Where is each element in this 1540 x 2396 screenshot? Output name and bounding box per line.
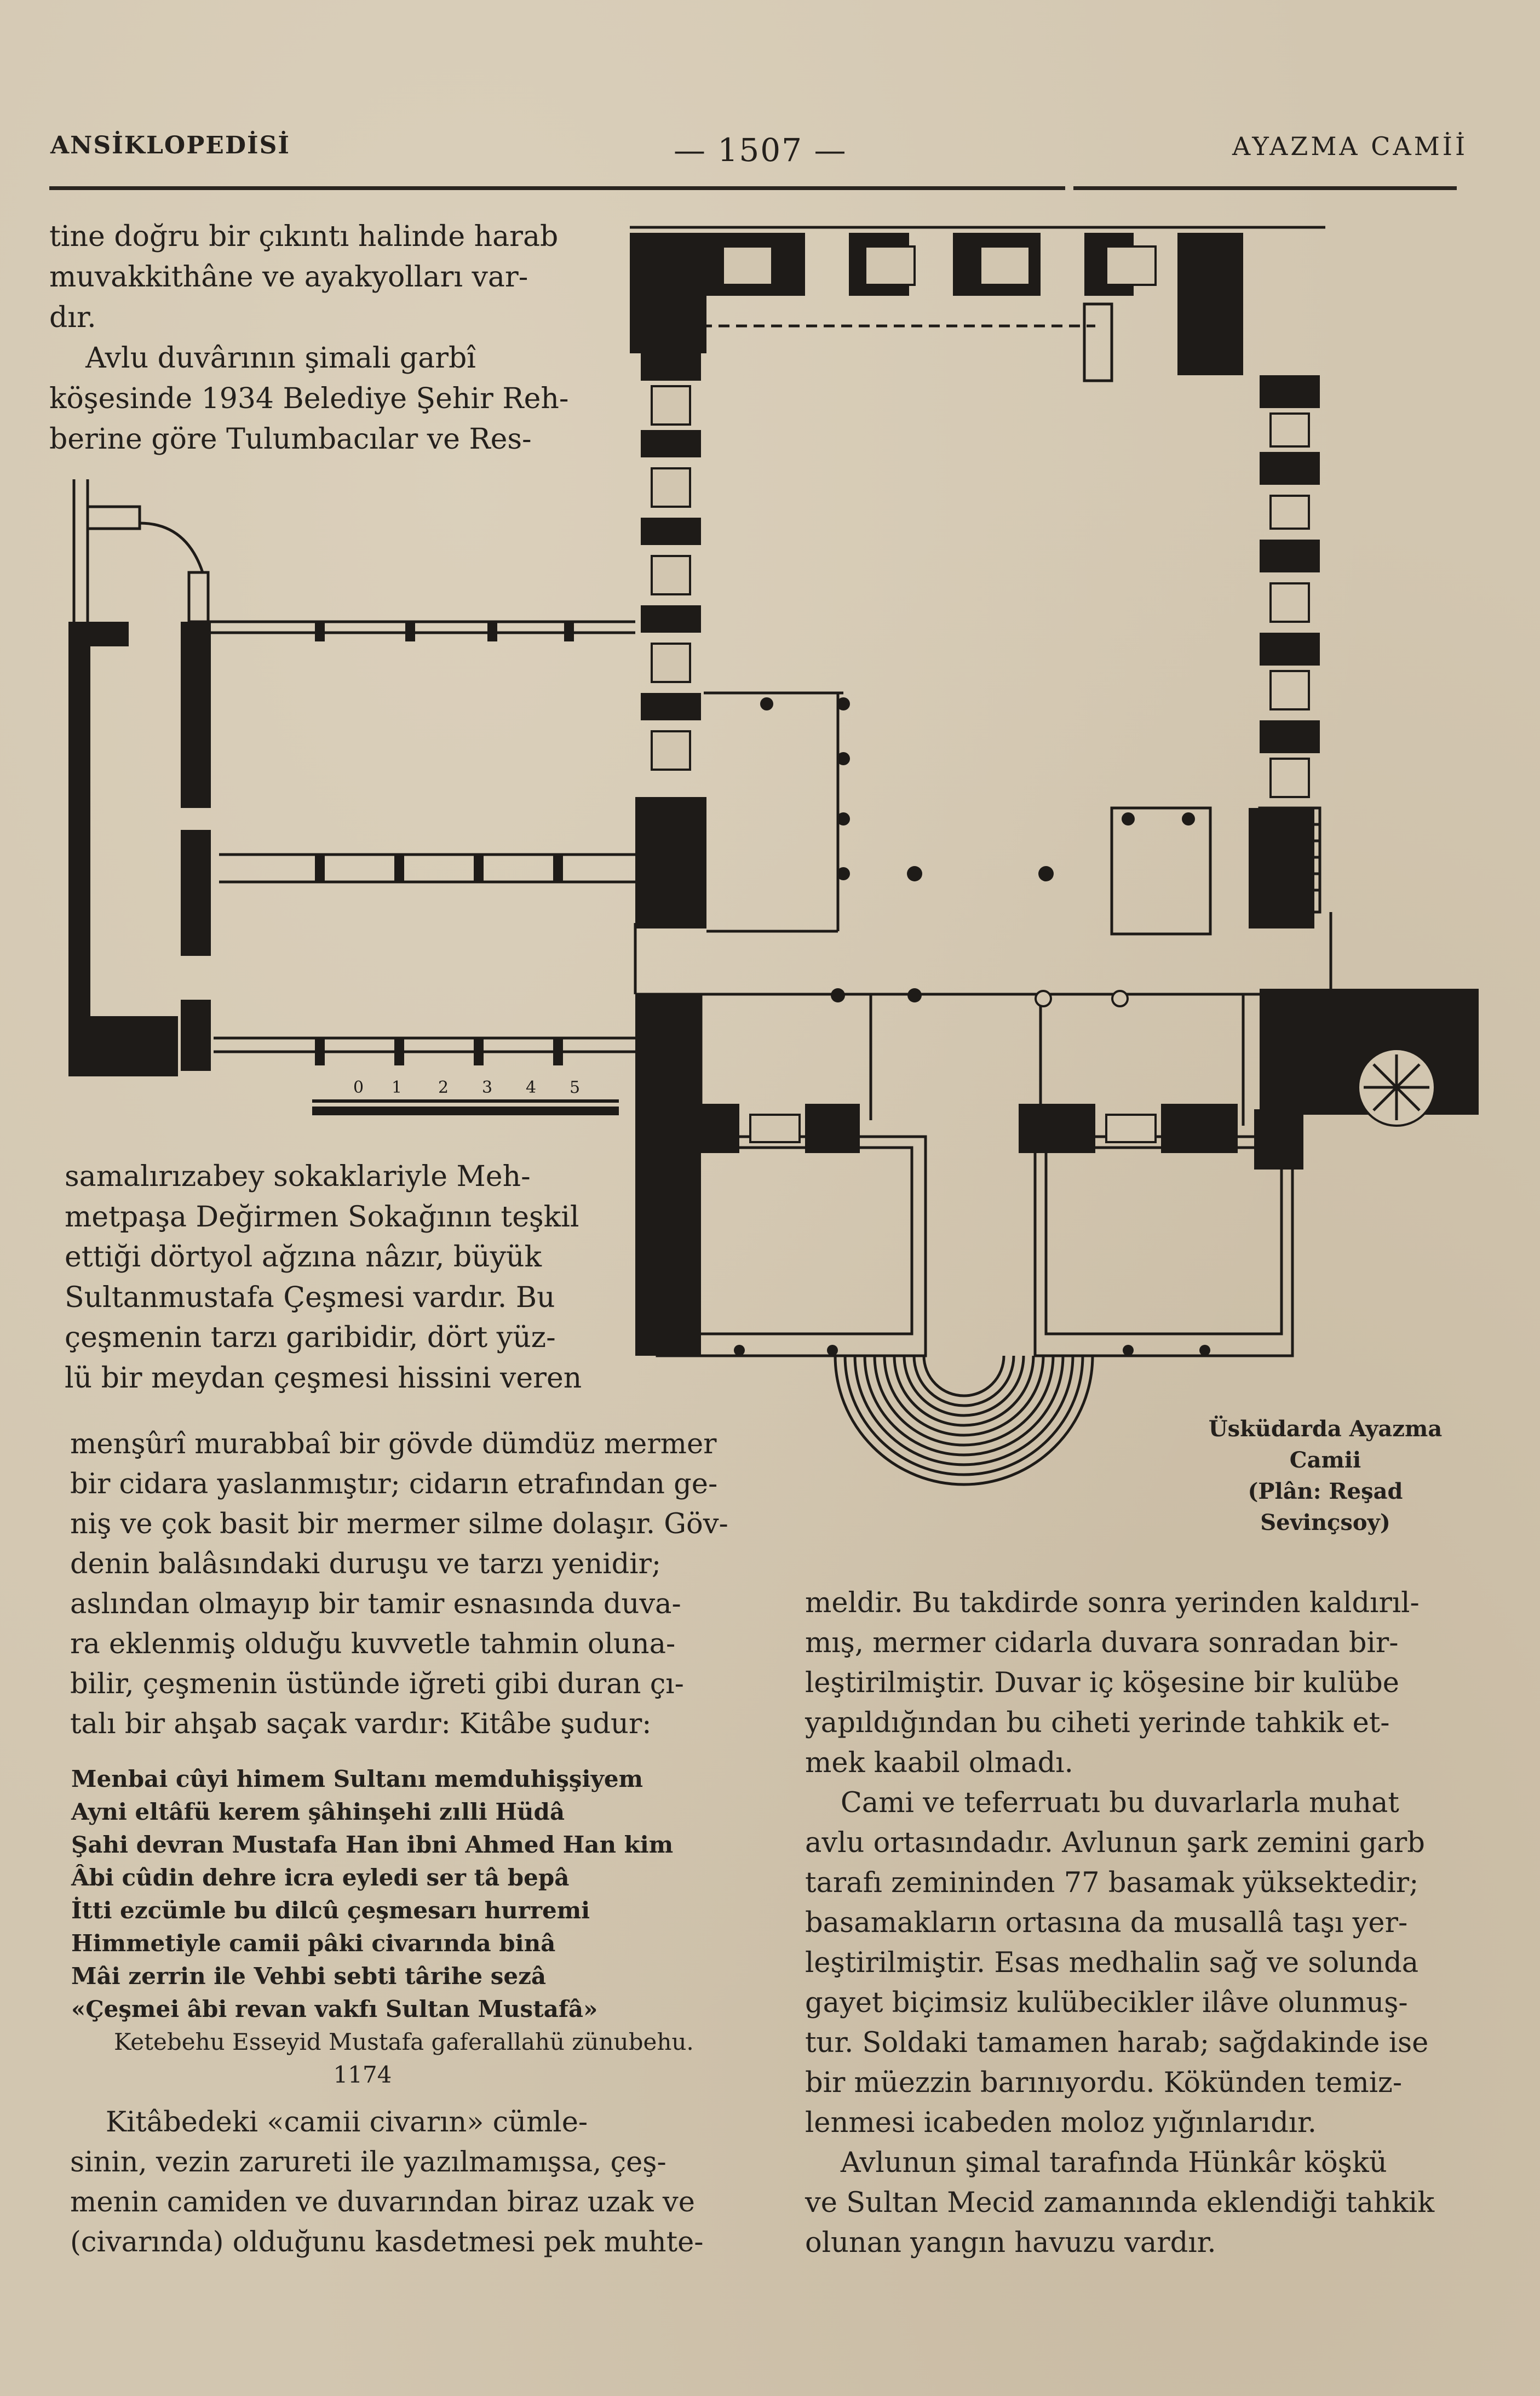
running-head-left: ANSİKLOPEDİSİ — [50, 131, 290, 159]
text-block-mid: samalırızabey sokaklariyle Meh- metpaşa Değirmen Sokağının teşkil ettiği dörtyol ağzına nâzır, büyük Sultanmustafa Çeşmesi vardır. Bu çeşmenin tarzı garibidir, dört yüz- lü bir meydan çeşmesi hissini veren — [65, 1160, 582, 1395]
scale-label-5: 5 — [570, 1078, 581, 1097]
running-head-right: AYAZMA CAMİİ — [1232, 131, 1468, 161]
scale-label-3: 3 — [482, 1078, 493, 1097]
header-rule — [49, 186, 1065, 190]
scale-bar — [312, 1078, 619, 1115]
text-block-left-end: Kitâbedeki «camii civarın» cümle- sinin, vezin zarureti ile yazılmamışsa, çeş- menin camiden ve duvarından biraz uzak ve (civarında) olduğunu kasdetmesi pek muhte- — [70, 2106, 704, 2259]
text-block-right: meldir. Bu takdirde sonra yerinden kaldırıl- mış, mermer cidarla duvara sonradan bir- leştirilmiştir. Duvar iç köşesine bir kulübe yapıldığından bu ciheti yerinde tahkik et- mek kaabil olmadı. Cami ve teferruatı bu duvarlarla muhat avlu ortasındadır. Avlunun şark zemini garb tarafı zemininden 77 basamak yüksektedir; basamakların ortasına da musallâ taşı yer- leştirilmiştir. Esas medhalin sağ ve solunda gayet biçimsiz kulübecikler ilâve olunmuş- tur. Soldaki tamamen harab; sağdakinde ise bir müezzin barınıyordu. Kökünden temiz- lenmesi icabeden moloz yığınlarıdır. Avlunun şimal tarafında Hünkâr köşkü ve Sultan Mecid zamanında eklendiği tahkik olunan yangın havuzu vardır. — [805, 1587, 1435, 2259]
scale-label-0: 0 — [353, 1078, 364, 1097]
inscription-signature: Ketebehu Esseyid Mustafa gaferallahü zünubehu. 1174 — [114, 2028, 694, 2088]
scale-label-2: 2 — [438, 1078, 449, 1097]
page-number: — 1507 — — [674, 131, 847, 169]
header-rule-right — [1073, 186, 1457, 190]
text-block-left-lower: menşûrî murabbaî bir gövde dümdüz mermer bir cidara yaslanmıştır; cidarın etrafından ge- niş ve çok basit bir mermer silme dolaşır. Göv- denin balâsındaki duruşu ve tarzı yenidir; aslından olmayıp bir tamir esnasında duva- ra eklenmiş olduğu kuvvetle tahmin oluna- bilir, çeşmenin üstünde iğreti gibi duran çı- talı bir ahşab saçak vardır: Kitâbe şudur: — [70, 1428, 728, 1740]
inscription-verse: Menbai cûyi himem Sultanı memduhişşiyem Ayni eltâfü kerem şâhinşehi zılli Hüdâ Şahi devran Mustafa Han ibni Ahmed Han kim Âbi cûdin dehre icra eyledi ser tâ bepâ İtti ezcümle bu dilcû çeşmesarı hurremi Himmetiyle camii pâki civarında binâ Mâi zerrin ile Vehbi sebti târihe sezâ «Çeşmei âbi revan vakfı Sultan Mustafâ» — [71, 1766, 674, 2022]
figure-caption: Üsküdarda Ayazma Camii (Plân: Reşad Sevinçsoy) — [1208, 1416, 1443, 1535]
scale-label-1: 1 — [392, 1078, 403, 1097]
text-block-top: tine doğru bir çıkıntı halinde harab muvakkithâne ve ayakyolları var- dır. Avlu duvârının şimali garbî köşesinde 1934 Belediye Şehir Reh- berine göre Tulumbacılar ve Res- — [49, 220, 569, 456]
scale-label-4: 4 — [526, 1078, 537, 1097]
mosque-floor-plan — [55, 216, 1479, 1558]
